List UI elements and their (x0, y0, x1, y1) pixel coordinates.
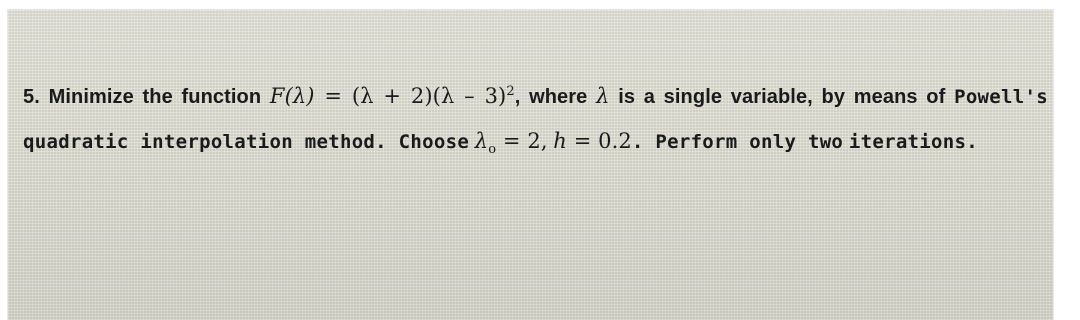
lambda-zero (474, 129, 548, 158)
function-rhs: (λ + 2)(λ – 3) (351, 84, 507, 108)
function-exponent: 2 (506, 84, 515, 99)
after-h-text: . Perform only two (631, 131, 844, 153)
last-word: iterations. (848, 131, 978, 153)
equals-sign: = (324, 84, 343, 108)
after-variable-text: is a single variable, by means of (618, 86, 946, 108)
h-symbol: h (553, 129, 567, 153)
function-expression (270, 84, 515, 108)
lambda-zero-value: = 2, (502, 129, 548, 153)
lambda-variable: λ (596, 84, 610, 108)
problem-number: 5. (23, 86, 40, 108)
method-sentence: Powell's quadratic interpolation method. Choose (23, 86, 1048, 153)
problem-intro: Minimize the function (48, 86, 262, 108)
lambda-zero-symbol: λ (474, 129, 489, 153)
problem-statement (23, 74, 1048, 164)
scanned-page (8, 10, 1053, 320)
h-value: = 0.2 (573, 129, 632, 153)
lambda-zero-subscript: o (488, 142, 497, 158)
after-function-text: , where (514, 86, 588, 108)
step-size (553, 129, 632, 153)
function-lhs: F(λ) (269, 84, 315, 108)
